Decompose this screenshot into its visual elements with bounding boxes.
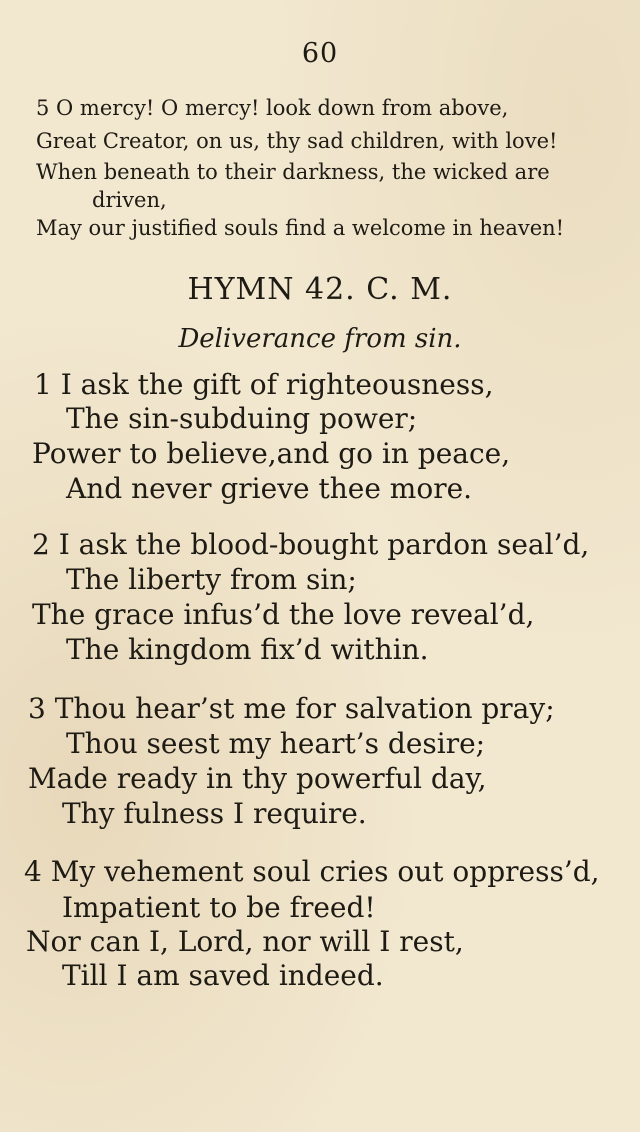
hymn-title: HYMN 42. C. M. — [187, 272, 453, 307]
verse-line: 5 O mercy! O mercy! look down from above, — [36, 96, 509, 120]
verse-line: 4 My vehement soul cries out oppress’d, — [24, 855, 600, 888]
verse-line: Thy fulness I require. — [62, 797, 367, 830]
verse-line: Impatient to be freed! — [62, 891, 376, 924]
verse-line: The grace infus’d the love reveal’d, — [32, 598, 535, 631]
verse-line: Made ready in thy powerful day, — [28, 762, 487, 795]
verse-line: The sin-subduing power; — [66, 402, 418, 435]
verse-line: Power to believe,and go in peace, — [32, 437, 511, 470]
verse-line: May our justified souls find a welcome in heaven! — [36, 216, 565, 240]
verse-line: 3 Thou hear’st me for salvation pray; — [28, 692, 555, 725]
verse-line: 1 I ask the gift of righteousness, — [34, 368, 494, 401]
verse-line: Till I am saved indeed. — [62, 959, 384, 992]
verse-line: Thou seest my heart’s desire; — [66, 727, 486, 760]
verse-line: Nor can I, Lord, nor will I rest, — [26, 925, 464, 958]
verse-line: When beneath to their darkness, the wicked are — [36, 160, 550, 184]
verse-line: Great Creator, on us, thy sad children, with love! — [36, 129, 558, 153]
verse-line: And never grieve thee more. — [66, 472, 473, 505]
verse-line: The kingdom fix’d within. — [66, 633, 429, 666]
hymn-subtitle: Deliverance from sin. — [178, 324, 462, 354]
verse-line: The liberty from sin; — [66, 563, 357, 596]
verse-line: driven, — [92, 188, 167, 212]
page-number: 60 — [301, 38, 339, 69]
verse-line: 2 I ask the blood-bought pardon seal’d, — [32, 528, 590, 561]
